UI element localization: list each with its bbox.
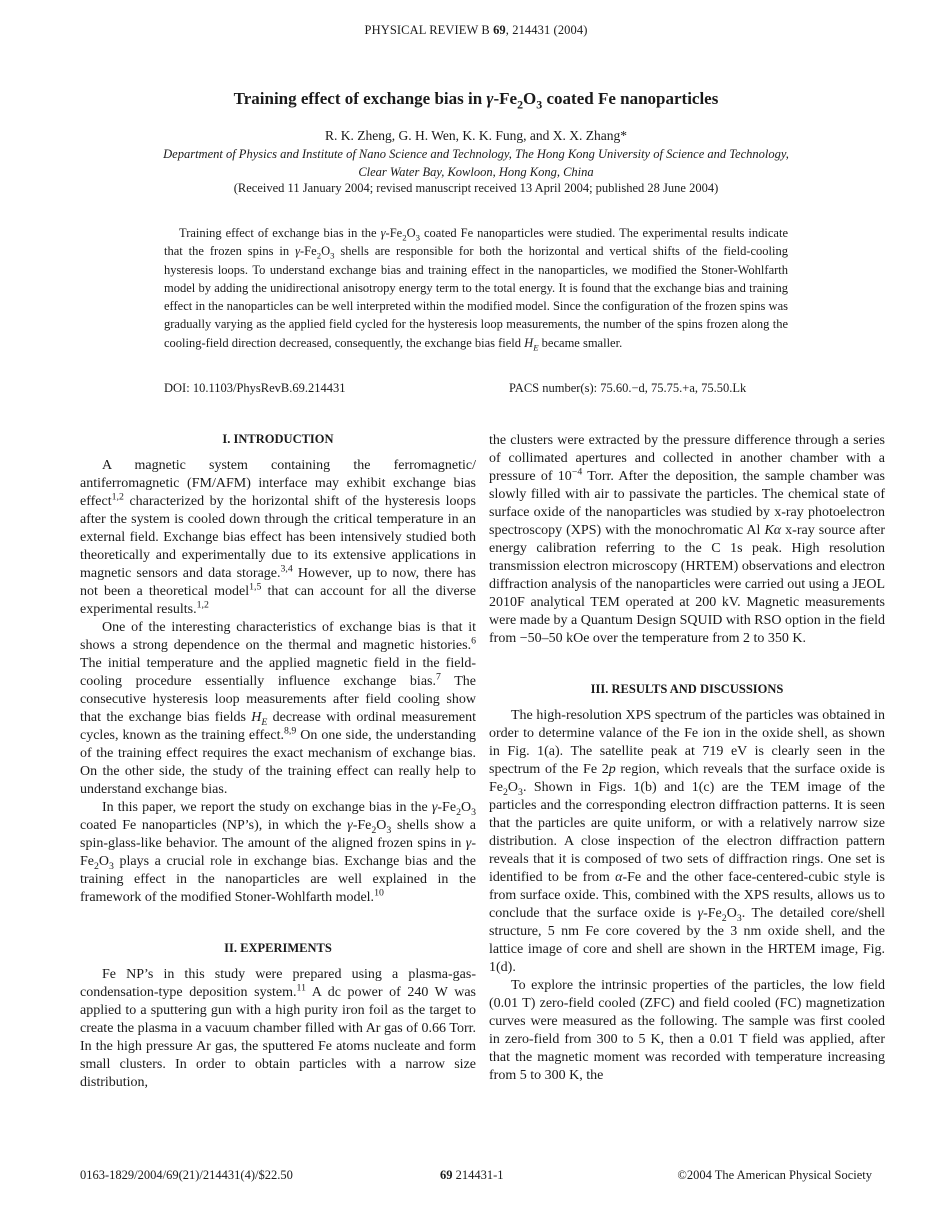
pacs-numbers: PACS number(s): 75.60.−d, 75.75.+a, 75.50.Lk: [509, 381, 747, 395]
intro-paragraph-3: In this paper, we report the study on exchange bias in the $\gamma-Fe_2O_3$ coated Fe nanoparticles (NP’s), in which the $\gamma-Fe_2O_3$ shells show a spin-glass-like behavior. The amount of the aligned frozen spins in $\gamma-Fe_2O_3$ plays a crucial role in exchange bias. Exchange bias and the training effect in the nanoparticles are well explained in the framework of the modified Stoner-Wohlfarth model.$^{10}$: [80, 800, 476, 905]
citation[interactable]: 3,4: [280, 563, 293, 575]
section-heading-experiments: II. EXPERIMENTS: [224, 941, 332, 955]
citation[interactable]: 11: [296, 982, 306, 994]
journal-volume: 69: [493, 23, 506, 37]
page-number: 69 214431-1: [440, 1168, 504, 1182]
citation[interactable]: 6: [471, 635, 476, 647]
results-paragraph-2: To explore the intrinsic properties of the particles, the low field (0.01 T) zero-field cooled (ZFC) and field cooled (FC) magnetization curves were measured as the following. The sample was first cooled in zero-field from 300 to 5 K, then a 0.01 T field was applied, after that the magnetic moment was recorded with temperature increasing from 5 to 300 K, the: [489, 978, 885, 1083]
citation[interactable]: 1,2: [111, 491, 124, 503]
journal-name: PHYSICAL REVIEW B: [364, 23, 490, 37]
citation[interactable]: 1,2: [196, 599, 209, 611]
copyright: ©2004 The American Physical Society: [677, 1168, 872, 1182]
article-info: , 214431 (2004): [505, 23, 588, 37]
intro-paragraph-2: One of the interesting characteristics of exchange bias is that it shows a strong dependence on the thermal and magnetic histories.$^6$ The initial temperature and the applied magnetic field in the field-cooling procedure essentially influence exchange bias.$^7$ The consecutive hysteresis loop measurements after field cooling show that the exchange bias fields $H_E$ decrease with ordinal measurement cycles, known as the training effect.$^{8,9}$ On one side, the understanding of the training effect requires the exact mechanism of exchange bias. On the other side, the study of the training effect can really help to understand exchange bias.: [80, 620, 477, 797]
doi-link[interactable]: DOI: 10.1103/PhysRevB.69.214431: [164, 381, 346, 395]
citation[interactable]: 7: [436, 671, 441, 683]
intro-paragraph-1: A magnetic system containing the ferromagnetic/ antiferromagnetic (FM/AFM) interface may exhibit exchange bias effect$^{1,2}$ characterized by the horizontal shift of the hysteresis loops after the system is cooled down through the critical temperature in an external field. Exchange bias effect has been intensively studied both theoretically and experimentally due to its extensive applications in magnetic sensors and data storage.$^{3,4}$ However, up to now, there has not been a theoretical model$^{1,5}$ that can account for all the diverse experimental results.$^{1,2}$: [80, 458, 476, 617]
issn-code: 0163-1829/2004/69(21)/214431(4)/$22.50: [80, 1168, 293, 1182]
citation[interactable]: 8,9: [283, 725, 297, 737]
paper-title: Training effect of exchange bias in $\gamma-Fe_2O_3$ coated Fe nanoparticles: [233, 89, 719, 112]
running-head: [0, 23, 952, 38]
citation[interactable]: 10: [374, 887, 384, 899]
affiliation: [100, 146, 852, 181]
results-paragraph-1: The high-resolution XPS spectrum of the particles was obtained in order to determine valance of the Fe ion in the oxide shell, as shown in Fig. 1(a). The satellite peak at 719 eV is clearly seen in the spectrum of the Fe 2p region, which reveals that the surface oxide is $Fe_2O_3$. Shown in Figs. 1(b) and 1(c) are the TEM image of the particles and the corresponding electron diffraction patterns. It is seen that the particles are quite uniform, or with a relatively narrow size distribution. A close inspection of the electron diffraction pattern reveals that it is composed of two sets of diffraction rings. One set is identified to be from α-Fe and the other face-centered-cubic style is from surface oxide. This, combined with the XPS results, allows us to conclude that the surface oxide is $\gamma-Fe_2O_3$. The detailed core/shell structure, 5 nm Fe core covered by the 3 nm oxide shell, and the lattice image of core and shell are shown in the HRTEM image, Fig. 1(d).: [489, 708, 886, 975]
right-column: [489, 432, 885, 1085]
affiliation-line-2: Clear Water Bay, Kowloon, Hong Kong, China: [358, 164, 594, 179]
publication-dates: (Received 11 January 2004; revised manuscript received 13 April 2004; published 28 June 2004): [233, 181, 719, 195]
experiments-paragraph-1-continued: the clusters were extracted by the pressure difference through a series of collimated apertures and collected in another chamber with a pressure of $10^{-4}$ Torr. After the deposition, the sample chamber was slowly filled with air to passivate the particles. The chemical state of surface oxide of the nanoparticles was studied by x-ray photoelectron spectroscopy (XPS) with the monochromatic Al Kα x-ray source after energy calibration referring to the C 1s peak. High resolution transmission electron microscopy (HRTEM) observations and electron diffraction analysis of the nanoparticles were carried out using a JEOL 2010F analytical TEM operated at 200 kV. Magnetic measurements were made by a Quantum Design SQUID with RSO option in the field from −50–50 kOe over the temperature from 2 to 350 K.: [489, 433, 885, 646]
left-column: [80, 430, 476, 1092]
abstract: Training effect of exchange bias in the $\gamma-Fe_2O_3$ coated Fe nanoparticles were studied. The experimental results indicate that the frozen spins in $\gamma-Fe_2O_3$ shells are responsible for both the horizontal and vertical shifts of the field-cooling hysteresis loops. To understand exchange bias and training effect in the nanoparticles, we modified the Stoner-Wohlfarth model by adding the unidirectional anisotropy energy term to the total energy. It is found that the exchange bias and training effect in the nanoparticles can be well interpreted within the modified model. Since the configuration of the frozen spins was gradually varying as the applied field cycled for the hysteresis loop measurements, the number of the spins frozen along the cooling-field direction decreased, consequently, the exchange bias field $H_E$ became smaller.: [164, 226, 788, 353]
author-list: R. K. Zheng, G. H. Wen, K. K. Fung, and X. X. Zhang*: [324, 128, 627, 143]
affiliation-line-1: Department of Physics and Institute of Nano Science and Technology, The Hong Kong University of Science and Technology,: [163, 147, 789, 161]
doi-pacs-line: [164, 381, 788, 396]
experiments-paragraph-1: Fe NP’s in this study were prepared using a plasma-gas-condensation-type deposition system.$^{11}$ A dc power of 240 W was applied to a sputtering gun with a high purity iron foil as the target to create the plasma in a vacuum chamber filled with Ar gas of 0.66 Torr. In the high pressure Ar gas, the sputtered Fe atoms nucleate and form small clusters. In order to obtain particles with a narrow size distribution,: [80, 967, 476, 1090]
citation[interactable]: 1,5: [249, 581, 262, 593]
section-heading-results: III. RESULTS AND DISCUSSIONS: [590, 682, 784, 696]
section-heading-introduction: I. INTRODUCTION: [222, 432, 334, 446]
